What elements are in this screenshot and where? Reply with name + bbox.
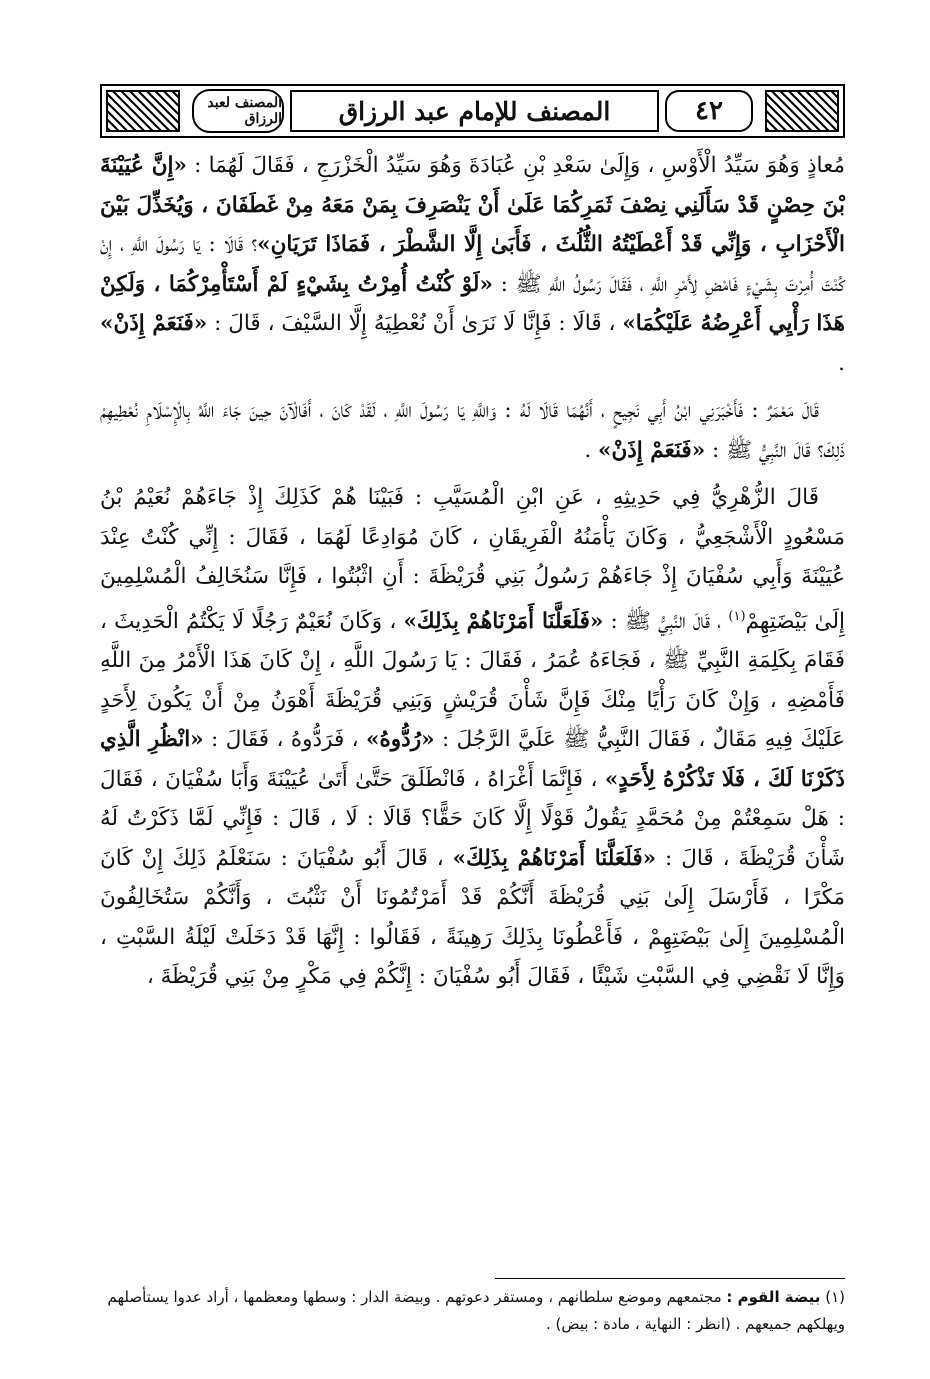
paragraph bbox=[100, 146, 845, 383]
text-segment: ، فَرَدُّوهُ ، فَقَالَ : bbox=[203, 727, 367, 753]
footnote-term: بيضة القوم : bbox=[726, 1288, 821, 1306]
left-ornament-icon bbox=[106, 90, 180, 132]
text-segment: ، قَالَ النَّبِيُّ ﷺ : bbox=[603, 608, 729, 634]
text-segment: ، فَإِنَّمَا أَغْرَاهُ ، فَانْطَلَقَ حَتَّىٰ أَتَىٰ عُيَيْنَةَ وَأَبَا سُفْيَانَ ، فَقَالَ : هَلْ سَمِعْتُمْ مِنْ مُحَمَّدٍ يَقُولُ قَوْلًا إِلَّا كَانَ حَقًّا؟ قَالَا : لَا ، قَالَ : فَإِنِّي لَمَّا ذَكَرْتُ لَهُ شَأْنَ قُرَيْظَةَ ، قَالَ : bbox=[100, 766, 846, 871]
page-number: ٤٢ bbox=[665, 90, 753, 132]
text-segment: مُعاذٍ وَهُوَ سَيِّدُ الْأَوْسِ ، وَإِلَىٰ سَعْدِ بْنِ عُبَادَةَ وَهُوَ سَيِّدُ الْخَزْرَجِ ، فَقَالَ لَهُمَا : bbox=[186, 153, 845, 178]
footnote-number: (١) bbox=[825, 1288, 845, 1306]
text-segment: ، وَكَانَ نُعَيْمٌ رَجُلًا لَا يَكْتُمُ الْحَدِيثَ ، فَقَامَ بِكَلِمَةِ النَّبِيِّ ﷺ ، فَجَاءَهُ عُمَرُ ، فَقَالَ : يَا رَسُولَ اللَّهِ ، إِنْ كَانَ هَذَا الْأَمْرُ مِنَ اللَّهِ فَأَمْضِهِ ، وَإِنْ كَانَ رَأْيًا مِنْكَ فَإِنَّ شَأْنَ قُرَيْشٍ وَبَنِي قُرَيْظَةَ أَهْوَنُ مِنْ أَنْ يَكُونَ لِأَحَدٍ عَلَيْكَ فِيهِ مَقَالٌ ، فَقَالَ النَّبِيُّ ﷺ عَلَيَّ الرَّجُلَ : bbox=[100, 608, 845, 753]
text-segment: قَالَ مَعْمَرٌ : فَأَخْبَرَنِي ابْنُ أَبِي نَجِيحٍ ، أَنَّهُمَا قَالَا لَهُ : وَاللَّهِ يَا رَسُولَ اللَّهِ ، لَقَدْ كَانَ ، أَفَالْآنَ حِينَ جَاءَ اللَّهُ بِالْإِسْلَامِ نُعْطِيهِمْ ذَلِكَ؟ قَالَ النَّبِيُّ ﷺ : bbox=[100, 398, 845, 463]
main-text bbox=[100, 146, 845, 1005]
text-segment: قَالَ الزُّهْرِيُّ فِي حَدِيثِهِ ، عَنِ ابْنِ الْمُسَيَّبِ : فَبَيْنَا هُمْ كَذَلِكَ إِذْ جَاءَهُمْ نُعَيْمُ بْنُ مَسْعُودٍ الْأَشْجَعِيُّ ، وَكَانَ يَأْمَنُهُ الْفَرِيقَانِ ، كَانَ مُوَادِعًا لَهُمَا ، فَقَالَ : إِنِّي كُنْتُ عِنْدَ عُيَيْنَةَ وَأَبِي سُفْيَانَ إِذْ جَاءَهُمْ رَسُولُ بَنِي قُرَيْظَةَ : أَنِ اثْبُتُوا ، فَإِنَّا سَنُخَالِفُ الْمُسْلِمِينَ إِلَىٰ بَيْضَتِهِمْ bbox=[100, 485, 845, 634]
emblem-logo: المصنف لعبد الرزاق bbox=[192, 89, 284, 133]
footnote-marker: (١) bbox=[728, 608, 746, 624]
text-segment: ؟ قَالَا : يَا رَسُولَ اللَّهِ ، إِنْ كُنْتَ أُمِرْتَ بِشَيْءٍ فَامْضِ لِأَمْرِ اللَّهِ ، فَقَالَ رَسُولُ اللَّهِ ﷺ : bbox=[100, 232, 845, 297]
paragraph bbox=[100, 391, 845, 470]
text-segment: . bbox=[838, 350, 845, 376]
quoted-speech: «رُدُّوهُ» bbox=[366, 727, 435, 753]
page-header bbox=[100, 84, 845, 138]
quoted-speech: «إِنَّ عُيَيْنَةَ بْنَ حِصْنٍ قَدْ سَأَلَنِي نِصْفَ ثَمَرِكُمَا عَلَىٰ أَنْ يَنْصَرِفَ بِمَنْ مَعَهُ مِنْ غَطَفَانَ ، وَيُخَذِّلَ بَيْنَ الْأَحْزَابِ ، وَإِنِّي قَدْ أَعْطَيْتُهُ الثُّلُثَ ، فَأَبَىٰ إِلَّا الشَّطْرَ ، فَمَاذَا تَرَيَانِ» bbox=[100, 153, 845, 257]
text-segment: . bbox=[584, 437, 598, 463]
quoted-speech: «لَوْ كُنْتُ أُمِرْتُ بِشَيْءٍ لَمْ أَسْتَأْمِرْكُمَا ، وَلَكِنْ هَذَا رَأْيِي أَعْرِضُهُ عَلَيْكُمَا» bbox=[100, 271, 845, 336]
quoted-speech: «فَنَعَمْ إِذَنْ» bbox=[100, 311, 208, 336]
text-segment: ، قَالَا : فَإِنَّا لَا نَرَىٰ أَنْ نُعْطِيَهُ إِلَّا السَّيْفَ ، قَالَ : bbox=[207, 311, 623, 336]
quoted-speech: «انْظُرِ الَّذِي ذَكَرْنَا لَكَ ، فَلَا تَذْكُرْهُ لِأَحَدٍ» bbox=[100, 727, 846, 792]
paragraph bbox=[100, 478, 845, 997]
right-ornament-icon bbox=[765, 90, 839, 132]
quoted-speech: «فَنَعَمْ إِذَنْ» bbox=[598, 437, 706, 463]
footnote bbox=[100, 1284, 845, 1338]
running-title: المصنف للإمام عبد الرزاق bbox=[290, 90, 659, 132]
quoted-speech: «فَلَعَلَّنَا أَمَرْنَاهُمْ بِذَلِكَ» bbox=[403, 608, 604, 634]
text-segment: ، قَالَ أَبُو سُفْيَانَ : سَنَعْلَمُ ذَلِكَ إِنْ كَانَ مَكْرًا ، فَأَرْسَلَ إِلَىٰ بَنِي قُرَيْظَةَ أَنَّكُمْ قَدْ أَمَرْتُمُونَا أَنْ نَثْبُتَ ، وَأَنَّكُمْ سَتُخَالِفُونَ الْمُسْلِمِينَ إِلَىٰ بَيْضَتِهِمْ ، فَأَعْطُونَا بِذَلِكَ رَهِينَةً ، فَقَالُوا : إِنَّهَا قَدْ دَخَلَتْ لَيْلَةُ السَّبْتِ ، وَإِنَّا لَا نَقْضِي فِي السَّبْتِ شَيْئًا ، فَقَالَ أَبُو سُفْيَانَ : إِنَّكُمْ فِي مَكْرٍ مِنْ بَنِي قُرَيْظَةَ ، bbox=[100, 845, 845, 990]
footnote-divider bbox=[495, 1278, 845, 1279]
quoted-speech: «فَلَعَلَّنَا أَمَرْنَاهُمْ بِذَلِكَ» bbox=[452, 845, 657, 871]
footnote-text: مجتمعهم وموضع سلطانهم ، ومستقر دعوتهم . وبيضة الدار : وسطها ومعظمها ، أراد عدوا يستأصلهم ويهلكهم جميعهم . (انظر : النهاية ، مادة : بيض) . bbox=[107, 1288, 845, 1333]
